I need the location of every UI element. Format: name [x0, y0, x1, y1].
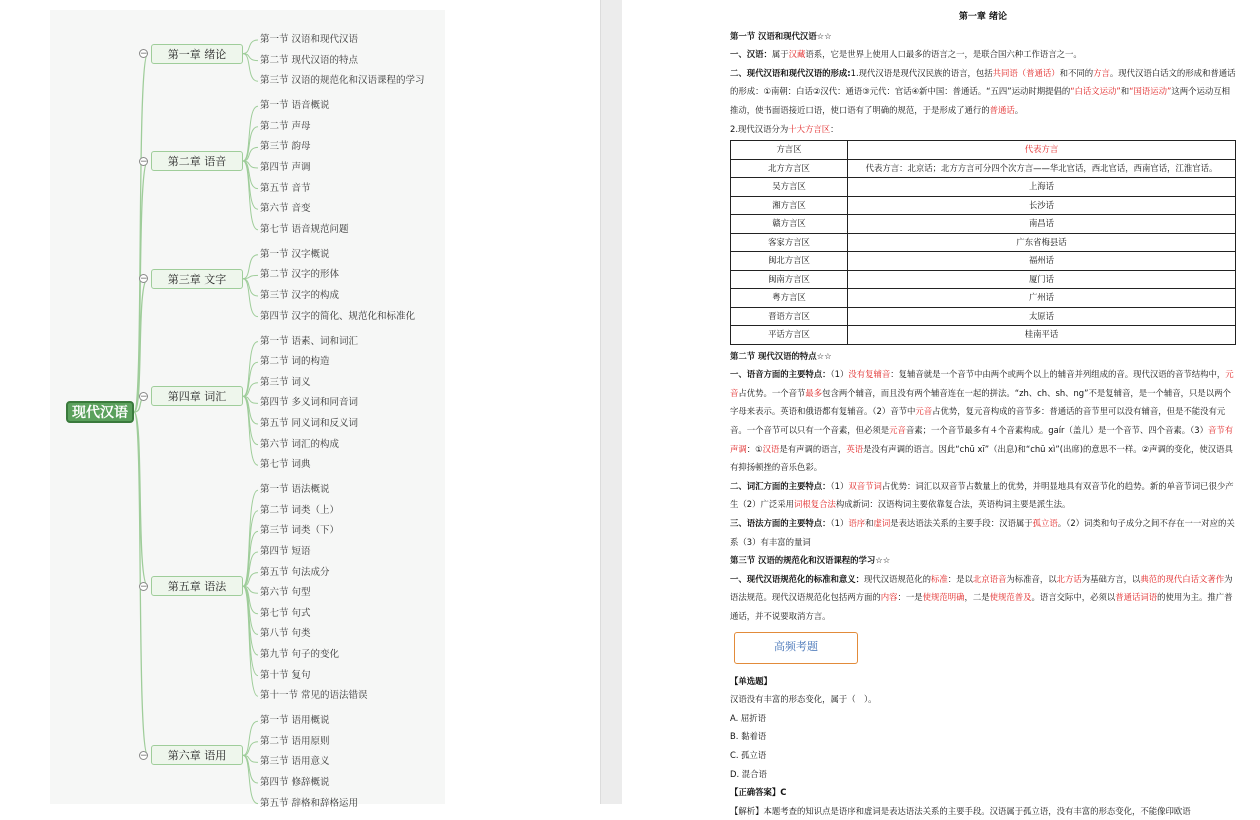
paragraph-hanyu [730, 45, 1236, 64]
text-run: 和 [865, 518, 874, 528]
section-node[interactable]: 第七节 语音规范问题 [260, 223, 349, 235]
text-run: 最多 [805, 387, 823, 398]
paragraph-standard [730, 570, 1236, 626]
text-run: 英语 [846, 443, 864, 454]
text-run: 现代汉语规范化的 [864, 573, 931, 584]
section-node[interactable]: 第二节 现代汉语的特点 [260, 54, 359, 66]
text-run: ：复辅音就是一个音节中由两个或两个以上的辅音并列组成的音。现代汉语的音节结构中， [890, 369, 1226, 380]
table-row [731, 326, 1236, 345]
paragraph-grammar [730, 514, 1236, 551]
text-run: 1.现代汉语是现代汉民族的语言，包括 [850, 67, 993, 78]
section-node[interactable]: 第七节 句式 [260, 607, 311, 619]
collapse-toggle-icon[interactable]: − [140, 156, 148, 167]
page-gutter [600, 0, 624, 804]
table-row [731, 178, 1236, 197]
text-run: 是有声调的语言， [779, 443, 847, 454]
text-run: 双音节词 [848, 480, 882, 491]
text-run: ，二是 [964, 592, 990, 603]
text-run: ：① [746, 443, 763, 454]
text-run: 汉藏 [788, 49, 806, 60]
answer-text: 【正确答案】C [730, 787, 787, 798]
table-row [731, 159, 1236, 178]
section-node[interactable]: 第四节 声调 [260, 162, 311, 173]
chapter-node[interactable]: 第四章 词汇 [151, 386, 243, 406]
section-node[interactable]: 第一节 语素、词和词汇 [260, 335, 359, 347]
section-node[interactable]: 第三节 汉字的构成 [260, 290, 340, 301]
section-node[interactable]: 第二节 词类（上） [260, 504, 340, 516]
text-run: ：是以 [947, 573, 973, 584]
question-text: 汉语没有丰富的形态变化，属于（ ）。 [730, 694, 877, 705]
chapter-to-section-link [243, 755, 258, 783]
table-row [731, 196, 1236, 215]
collapse-toggle-icon[interactable]: − [140, 750, 148, 761]
section-node[interactable]: 第四节 修辞概说 [260, 777, 330, 788]
text-run: 这两个运动互相推动，使书面语接近口语，使口语有了明确的规范，于是形成了通行的 [730, 86, 1230, 115]
chapter-to-section-link [243, 127, 258, 161]
text-run: 占优势。一个音节 [738, 387, 806, 398]
section-node[interactable]: 第三节 语用意义 [260, 756, 330, 768]
section-node[interactable]: 第六节 句型 [260, 587, 311, 599]
chapter-node[interactable]: 第三章 文字 [151, 269, 243, 289]
text-run: 是没有声调的语言。因此“chū xī”（出息)和“chū xì”(出席)的意思不一样。②声调的变化，使汉语具有抑扬顿挫的音乐色彩。 [730, 443, 1233, 473]
text-run: 十大方言区 [788, 123, 831, 134]
text-run: （1） [830, 369, 849, 380]
table-cell: 桂南平话 [848, 326, 1236, 345]
table-row [731, 215, 1236, 234]
text-run: 一、语音方面的主要特点： [730, 369, 831, 380]
text-run: 普通话 [989, 104, 1015, 115]
section-node[interactable]: 第五节 音节 [260, 182, 311, 194]
text-run: 。语言交际中，必须以 [1031, 592, 1116, 603]
collapse-toggle-icon[interactable]: − [140, 391, 148, 402]
section-node[interactable]: 第二节 声母 [260, 120, 311, 132]
chapter-to-section-link [243, 279, 258, 317]
text-run: 包含两个辅音，而且没有两个辅音连在一起的拼法。“zh、ch、sh、ng”不是复辅音，是一个辅音，只是以两个字母来表示。英语和俄语都有复辅音。（2）音节中 [730, 387, 1231, 417]
text-run: （1） [830, 480, 849, 491]
text-run: 元音 [915, 406, 933, 417]
text-run: 元音 [889, 425, 906, 436]
table-header-cell: 方言区 [731, 141, 848, 160]
section-node[interactable]: 第十一节 常见的语法错误 [260, 690, 368, 702]
text-run: “白话文运动” [1070, 86, 1121, 97]
paragraph-phonetics [730, 365, 1236, 477]
chapter-to-section-link [243, 279, 258, 296]
section-node[interactable]: 第八节 句类 [260, 628, 311, 640]
table-cell: 晋语方言区 [731, 307, 848, 326]
question-type: 【单选题】 [730, 675, 772, 686]
section-3-heading: 第三节 汉语的规范化和汉语课程的学习☆☆ [730, 555, 891, 566]
chapter-node[interactable]: 第二章 语音 [151, 151, 243, 171]
section-node[interactable]: 第一节 汉语和现代汉语 [260, 34, 359, 45]
table-cell: 上海话 [848, 178, 1236, 197]
section-node[interactable]: 第九节 句子的变化 [260, 649, 340, 660]
text-run: 普通话词语 [1115, 592, 1158, 603]
option-d: D. 混合语 [730, 768, 767, 779]
paragraph-vocabulary [730, 477, 1236, 514]
high-frequency-badge [734, 632, 860, 670]
collapse-toggle-icon[interactable]: − [140, 581, 148, 592]
paragraph-dialect-intro [730, 120, 1236, 139]
chapter-to-section-link [243, 552, 258, 586]
text-run: 。现代汉语白话文的形成和普通话的形成：①南朝：白话②汉代：通语③元代：官话④新中国：普通话。“五四”运动时期提倡的 [730, 67, 1236, 97]
table-cell: 赣方言区 [731, 215, 848, 234]
text-run: 没有复辅音 [848, 369, 891, 380]
section-node[interactable]: 第二节 词的构造 [260, 356, 330, 368]
table-cell: 湘方言区 [731, 196, 848, 215]
text-run: 是表达语法关系的主要手段：汉语属于 [890, 518, 1033, 528]
text-run: 内容 [880, 592, 898, 603]
text-run: 二、词汇方面的主要特点： [730, 480, 831, 491]
text-run: 语序 [848, 518, 866, 528]
section-node[interactable]: 第三节 词类（下） [260, 525, 340, 537]
text-run: 的使用为主。推广普通话，并不说要取消方言。 [730, 592, 1233, 621]
text-run: 为语法规范。现代汉语规范化包括两方面的 [730, 573, 1233, 603]
section-node[interactable]: 第四节 汉字的简化、规范化和标准化 [260, 310, 416, 322]
section-node[interactable]: 第一节 语法概说 [260, 484, 330, 496]
text-run: 二、现代汉语和现代汉语的形成: [730, 67, 851, 78]
collapse-toggle-icon[interactable]: − [140, 49, 148, 60]
text-run: ：一是 [897, 592, 923, 603]
text-run: 音素；一个音节最多有４个音素构成。gaír（盖儿）是一个音节、四个音素。（3） [905, 425, 1208, 436]
table-row [731, 233, 1236, 252]
table-cell: 吴方言区 [731, 178, 848, 197]
text-run: 占优势：词汇以双音节占数量上的优势，并明显地具有双音节化的趋势。新的单音节词已很少产生（2）广泛采用 [730, 480, 1234, 510]
table-row [731, 307, 1236, 326]
dialect-table [730, 140, 1236, 345]
section-node[interactable]: 第七节 词典 [260, 459, 311, 471]
option-c: C. 孤立语 [730, 749, 767, 760]
mindmap-root-node[interactable]: 现代汉语 [66, 401, 134, 423]
chapter-to-section-link [243, 40, 258, 54]
chapter-node[interactable]: 第六章 语用 [151, 745, 243, 765]
text-run: 三、语法方面的主要特点： [730, 518, 831, 528]
text-run: ： [830, 123, 839, 134]
table-cell: 广东省梅县话 [848, 233, 1236, 252]
section-1-heading: 第一节 汉语和现代汉语☆☆ [730, 30, 832, 41]
analysis-text: 【解析】本题考查的知识点是语序和虚词是表达语法关系的主要手段。汉语属于孤立语，没有丰富的形态变化，不能像印欧语 [730, 805, 1191, 816]
table-cell: 北方方言区 [731, 159, 848, 178]
text-run: 北京语音 [972, 573, 1007, 584]
section-node[interactable]: 第四节 短语 [260, 546, 311, 557]
text-run: 占优势，复元音构成的音节多：普通话的音节里可以没有辅音，但是不能没有元音。一个音节可以只有一个音素，但必须是 [730, 406, 1226, 436]
chapter-to-section-link [243, 106, 258, 161]
text-run: 使规范明确 [922, 592, 965, 603]
section-node[interactable]: 第一节 语用概说 [260, 715, 330, 727]
chapter-node[interactable]: 第一章 绪论 [151, 44, 243, 64]
section-2-heading: 第二节 现代汉语的特点☆☆ [730, 350, 832, 361]
table-cell: 广州话 [848, 289, 1236, 308]
text-run: 和 [1120, 86, 1130, 97]
text-run: 共同语（普通话） [992, 67, 1060, 78]
text-run: 标准 [931, 573, 948, 584]
section-node[interactable]: 第三节 韵母 [260, 141, 311, 153]
section-node[interactable]: 第一节 语音概说 [260, 100, 330, 112]
section-node[interactable]: 第六节 词汇的构成 [260, 438, 340, 450]
text-run: 方言 [1093, 67, 1110, 78]
table-cell: 长沙话 [848, 196, 1236, 215]
table-header-cell: 代表方言 [848, 141, 1236, 160]
chapter-to-section-link [243, 721, 258, 755]
collapse-toggle-icon[interactable]: − [140, 274, 148, 285]
table-cell: 代表方言：北京话；北方方言可分四个次方言——华北官话，西北官话，西南官话，江淮官话。 [848, 159, 1236, 178]
text-run: （1） [830, 518, 849, 528]
text-run: 词根复合法 [793, 499, 836, 510]
chapter-to-section-link [243, 362, 258, 396]
chapter-to-section-link [243, 396, 258, 424]
paragraph-formation [730, 64, 1236, 120]
table-cell: 福州话 [848, 252, 1236, 271]
section-node[interactable]: 第十节 复句 [260, 669, 311, 681]
text-run: 。 [1014, 104, 1024, 115]
text-run: 音节有声调 [730, 425, 1234, 454]
section-node[interactable]: 第二节 汉字的形体 [260, 269, 340, 281]
chapter-node[interactable]: 第五章 语法 [151, 576, 243, 596]
table-cell: 闽南方言区 [731, 270, 848, 289]
section-node[interactable]: 第五节 辞格和辞格运用 [260, 797, 359, 809]
option-a: A. 屈折语 [730, 712, 767, 723]
text-run: 使规范普及 [989, 592, 1032, 603]
table-header-row [731, 141, 1236, 160]
section-node[interactable]: 第五节 句法成分 [260, 566, 330, 578]
document-page [622, 0, 1260, 816]
section-node[interactable]: 第五节 同义词和反义词 [260, 418, 359, 429]
mindmap-page [0, 0, 600, 809]
chapter-title: 第一章 绪论 [958, 12, 1008, 22]
root-to-chapter-link [134, 412, 148, 586]
text-run: 构成新词：汉语构词主要依靠复合法，英语构词主要是派生法。 [835, 499, 1071, 510]
table-cell: 客家方言区 [731, 233, 848, 252]
text-run: 孤立语 [1032, 518, 1058, 528]
text-run: 汉语 [762, 443, 780, 454]
chapter-to-section-link [243, 742, 258, 756]
chapter-to-section-link [243, 586, 258, 696]
badge-label: 高频考题 [734, 632, 858, 664]
section-node[interactable]: 第一节 汉字概说 [260, 248, 330, 260]
table-cell: 太原话 [848, 307, 1236, 326]
text-run: 语系，它是世界上使用人口最多的语言之一，是联合国六种工作语言之一。 [805, 49, 1082, 60]
text-run: 2.现代汉语分为 [730, 123, 789, 134]
text-run: “国语运动” [1129, 86, 1172, 97]
text-run: 虚词 [873, 518, 891, 528]
chapter-to-section-link [243, 531, 258, 586]
table-row [731, 252, 1236, 271]
chapter-to-section-link [243, 54, 258, 82]
text-run: 。（2）词类和句子成分之间不存在一一对应的关系（3）有丰富的量词 [730, 518, 1235, 547]
text-run: 典范的现代白话文著作 [1140, 573, 1225, 584]
chapter-to-section-link [243, 161, 258, 189]
text-run: 为标准音，以 [1006, 573, 1057, 584]
table-row [731, 289, 1236, 308]
document-body [730, 8, 1236, 820]
section-node[interactable]: 第六节 音变 [260, 203, 311, 215]
section-node[interactable]: 第二节 语用原则 [260, 735, 330, 747]
chapter-to-section-link [243, 275, 258, 278]
table-cell: 粤方言区 [731, 289, 848, 308]
text-run: 一、现代汉语规范化的标准和意义： [730, 573, 864, 584]
section-node[interactable]: 第四节 多义词和同音词 [260, 397, 359, 409]
text-run: 属于 [771, 49, 789, 60]
table-row [731, 270, 1236, 289]
table-cell: 厦门话 [848, 270, 1236, 289]
text-run: 北方话 [1056, 573, 1082, 584]
text-run: 为基础方言，以 [1081, 573, 1141, 584]
table-cell: 闽北方言区 [731, 252, 848, 271]
text-run: 和不同的 [1059, 67, 1094, 78]
option-b: B. 黏着语 [730, 731, 767, 742]
section-node[interactable]: 第三节 词义 [260, 376, 311, 388]
table-cell: 南昌话 [848, 215, 1236, 234]
chapter-to-section-link [243, 342, 258, 397]
section-node[interactable]: 第三节 汉语的规范化和汉语课程的学习 [260, 75, 425, 87]
text-run: 一、汉语： [730, 49, 772, 60]
table-cell: 平话方言区 [731, 326, 848, 345]
text-run: 元音 [730, 369, 1234, 398]
